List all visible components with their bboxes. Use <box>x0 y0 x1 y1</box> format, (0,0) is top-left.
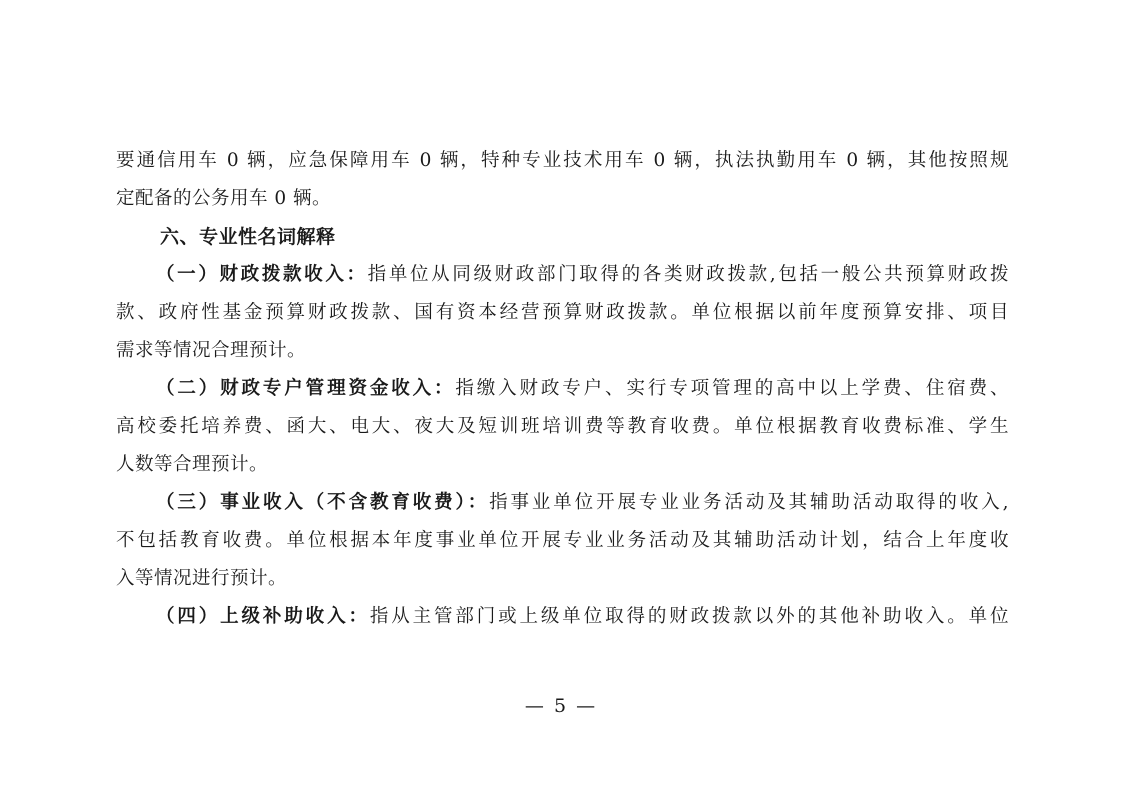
paragraph-line <box>116 598 1009 636</box>
paragraph-line: 定配备的公务用车 0 辆。 <box>116 188 332 209</box>
term-label: （一）财政拨款收入： <box>156 264 368 285</box>
term-label: （四）上级补助收入： <box>156 606 370 627</box>
term-label: （二）财政专户管理资金收入： <box>156 378 456 399</box>
paragraph-line: 款、政府性基金预算财政拨款、国有资本经营预算财政拨款。单位根据以前年度预算安排、项目 <box>116 302 1009 323</box>
paragraph-line: 高校委托培养费、函大、电大、夜大及短训班培训费等教育收费。单位根据教育收费标准、学生 <box>116 416 1009 437</box>
term-definition: 指单位从同级财政部门取得的各类财政拨款,包括一般公共预算财政拨 <box>367 264 1009 285</box>
paragraph-line: 需求等情况合理预计。 <box>116 340 307 361</box>
term-label: （三）事业收入（不含教育收费）： <box>156 492 490 513</box>
section-heading: 六、专业性名词解释 <box>160 226 336 248</box>
paragraph-line: 要通信用车 0 辆，应急保障用车 0 辆，特种专业技术用车 0 辆，执法执勤用车 0 辆，其他按照规 <box>116 150 1009 171</box>
paragraph-line: 不包括教育收费。单位根据本年度事业单位开展专业业务活动及其辅助活动计划，结合上年度收 <box>116 530 1009 551</box>
page-number: — 5 — <box>524 695 598 717</box>
paragraph-line <box>116 256 1009 294</box>
paragraph-line: 人数等合理预计。 <box>116 454 269 475</box>
paragraph-line <box>116 370 1009 408</box>
paragraph-line: 入等情况进行预计。 <box>116 568 288 589</box>
term-definition: 指从主管部门或上级单位取得的财政拨款以外的其他补助收入。单位 <box>369 606 1009 627</box>
term-definition: 指缴入财政专户、实行专项管理的高中以上学费、住宿费、 <box>455 378 1009 399</box>
paragraph-line <box>116 484 1009 522</box>
document-body <box>116 142 1009 636</box>
term-definition: 指事业单位开展专业业务活动及其辅助活动取得的收入, <box>489 492 1009 513</box>
